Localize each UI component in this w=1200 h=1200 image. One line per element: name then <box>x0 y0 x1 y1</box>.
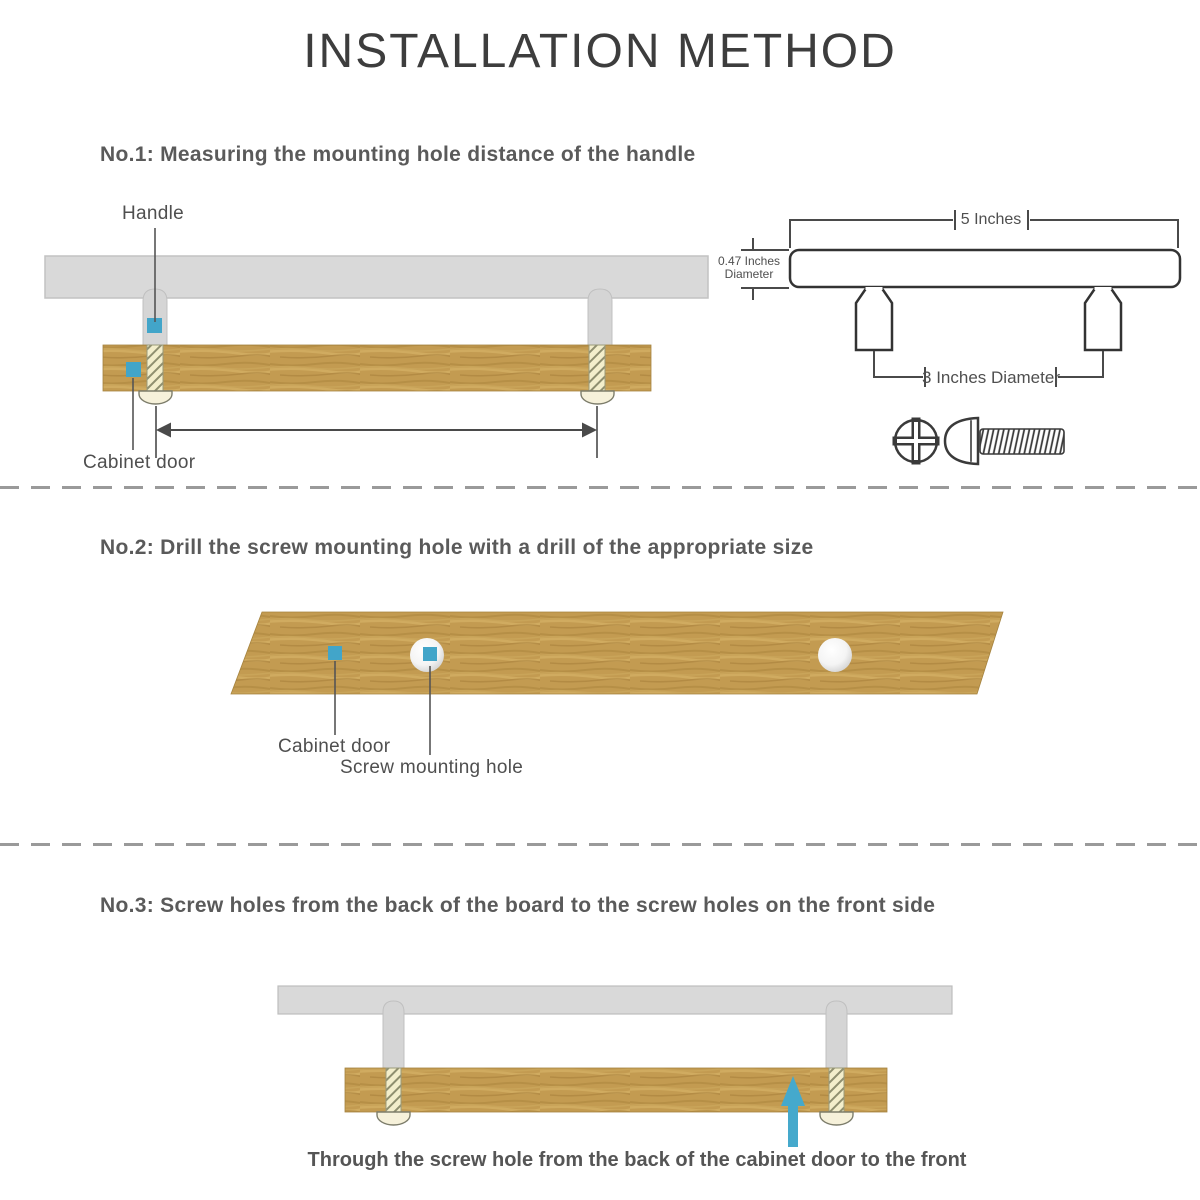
marker-board-blue-square <box>126 362 141 377</box>
step2-heading: No.2: Drill the screw mounting hole with a drill of the appropriate size <box>100 536 814 559</box>
dim3-bracket-left <box>874 352 922 377</box>
handle-leg-left-outline <box>856 287 892 350</box>
screw-shaft-right <box>589 345 605 391</box>
handle-bar-outline <box>790 250 1180 287</box>
screw-shaft-right <box>829 1068 844 1112</box>
screw-front-icon <box>895 420 937 462</box>
handle-post-left <box>383 1001 404 1068</box>
handle-leg-right-outline <box>1085 287 1121 350</box>
screw-head-left <box>377 1112 410 1125</box>
dim3-bracket-right <box>1059 352 1103 377</box>
screw-head-right <box>820 1112 853 1125</box>
screw-shaft-left <box>147 345 163 391</box>
step3-screw-through-diagram <box>278 986 952 1147</box>
dim-5-inches-label: 5 Inches <box>960 211 1022 228</box>
screw-head-right <box>581 391 614 404</box>
screw-head-left <box>139 391 172 404</box>
handle-bar <box>278 986 952 1014</box>
dim-047-diameter-label: 0.47 Inches Diameter <box>717 254 781 281</box>
handle-post-right <box>826 1001 847 1068</box>
screw-side-icon <box>945 418 1064 464</box>
marker-board-blue-square <box>328 646 342 660</box>
step2-cabinet-door-label: Cabinet door <box>278 736 391 757</box>
cabinet-door-board <box>103 345 651 391</box>
handle-post-right <box>588 289 612 347</box>
section-divider-1 <box>0 486 1200 489</box>
dim-3-inches-label: 3 Inches Diameter <box>922 368 1060 387</box>
screw-shaft-left <box>386 1068 401 1112</box>
cabinet-door-board <box>231 612 1003 694</box>
step2-screw-hole-label: Screw mounting hole <box>340 757 524 778</box>
measure-arrowhead-right <box>582 423 597 438</box>
page-title: INSTALLATION METHOD <box>303 25 897 78</box>
measure-arrowhead-left <box>156 423 171 438</box>
cabinet-door-board <box>345 1068 887 1112</box>
marker-hole-blue-square <box>423 647 437 661</box>
section-divider-2 <box>0 843 1200 846</box>
step1-technical-drawing <box>742 211 1180 464</box>
step2-drilled-board-diagram <box>231 612 1003 755</box>
step3-caption: Through the screw hole from the back of the cabinet door to the front <box>307 1149 967 1171</box>
step1-heading: No.1: Measuring the mounting hole distance of the handle <box>100 143 696 166</box>
screw-mounting-hole-right <box>818 638 852 672</box>
step3-heading: No.3: Screw holes from the back of the board to the screw holes on the front side <box>100 894 936 917</box>
handle-label: Handle <box>122 203 185 224</box>
step1-cabinet-door-label: Cabinet door <box>83 452 196 473</box>
step1-installed-handle-diagram <box>45 228 708 458</box>
